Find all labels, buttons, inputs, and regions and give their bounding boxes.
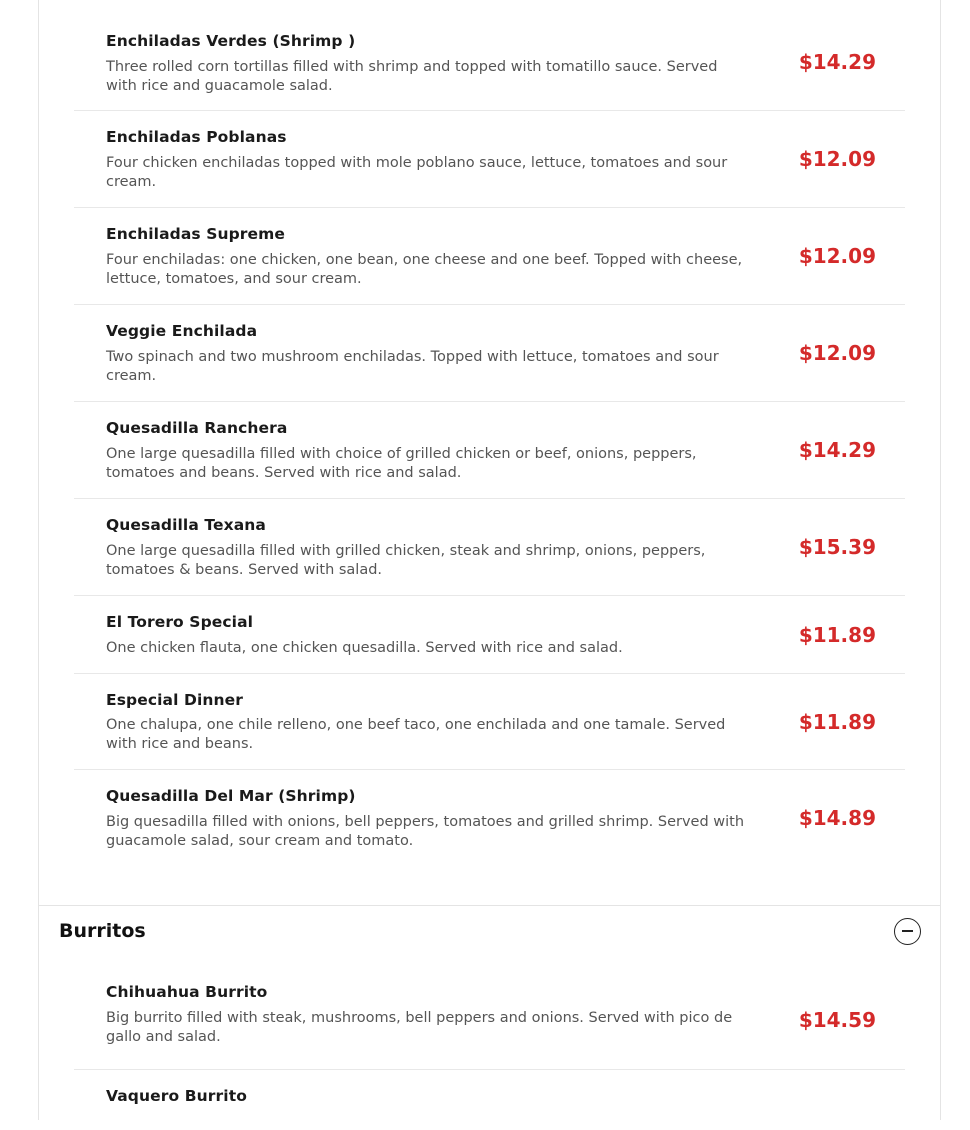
section-title: Burritos (59, 920, 146, 942)
item-description: One large quesadilla filled with choice of grilled chicken or beef, onions, peppers, tomatoes and beans. Served with rice and salad. (106, 446, 697, 481)
menu-item[interactable] (74, 111, 905, 208)
item-price: $15.39 (798, 535, 876, 559)
item-price: $12.09 (798, 244, 876, 268)
menu-item[interactable] (74, 1070, 905, 1130)
item-price: $11.89 (798, 622, 876, 647)
menu-item[interactable] (74, 499, 905, 596)
item-name: Veggie Enchilada (106, 322, 258, 340)
item-name: Quesadilla Ranchera (106, 419, 288, 437)
item-description: One chicken flauta, one chicken quesadilla. Served with rice and salad. (106, 640, 623, 656)
item-price: $11.89 (798, 709, 876, 734)
item-price: $14.29 (798, 438, 876, 462)
item-name: Enchiladas Verdes (Shrimp ) (106, 32, 356, 50)
menu-item[interactable] (74, 14, 905, 111)
menu-item[interactable] (74, 982, 905, 1070)
item-description: One large quesadilla filled with grilled chicken, steak and shrimp, onions, peppers, tomatoes & beans. Served with salad. (106, 543, 706, 578)
menu-item[interactable] (74, 674, 905, 770)
menu-item[interactable] (74, 402, 905, 499)
item-name: Enchiladas Supreme (106, 225, 286, 243)
item-name: El Torero Special (106, 613, 254, 631)
item-description: Big burrito filled with steak, mushrooms, bell peppers and onions. Served with pico de gallo and salad. (106, 1010, 733, 1045)
item-description: Two spinach and two mushroom enchiladas. Topped with lettuce, tomatoes and sour cream. (106, 349, 719, 384)
menu-item[interactable] (74, 305, 905, 402)
item-price: $12.09 (798, 147, 876, 171)
item-description: Big quesadilla filled with onions, bell peppers, tomatoes and grilled shrimp. Served with guacamole salad, sour cream and tomato. (106, 814, 745, 849)
menu-item[interactable] (74, 770, 905, 866)
collapse-icon[interactable] (894, 918, 921, 945)
item-price: $14.29 (798, 50, 876, 74)
menu-panel (38, 0, 941, 1120)
menu-item[interactable] (74, 208, 905, 305)
item-name: Quesadilla Del Mar (Shrimp) (106, 787, 356, 805)
item-price: $12.09 (798, 341, 876, 365)
item-name: Quesadilla Texana (106, 516, 266, 534)
item-name: Especial Dinner (106, 691, 243, 709)
item-description: Four chicken enchiladas topped with mole poblano sauce, lettuce, tomatoes and sour cream. (106, 155, 728, 190)
item-description: Four enchiladas: one chicken, one bean, one cheese and one beef. Topped with cheese, lettuce, tomatoes, and sour cream. (106, 252, 743, 287)
item-price: $14.59 (798, 1008, 876, 1032)
menu-item-list (74, 14, 905, 866)
section-divider (39, 905, 940, 906)
item-description: One chalupa, one chile relleno, one beef taco, one enchilada and one tamale. Served with rice and beans. (106, 717, 726, 752)
section-header-burritos[interactable] (59, 916, 921, 946)
item-name: Enchiladas Poblanas (106, 128, 287, 146)
item-name: Chihuahua Burrito (106, 983, 268, 1001)
item-name: Vaquero Burrito (106, 1087, 247, 1105)
burritos-item-list (74, 982, 905, 1130)
item-description: Three rolled corn tortillas filled with shrimp and topped with tomatillo sauce. Served with rice and guacamole salad. (106, 59, 718, 94)
item-price: $14.89 (798, 806, 876, 830)
menu-item[interactable] (74, 596, 905, 674)
